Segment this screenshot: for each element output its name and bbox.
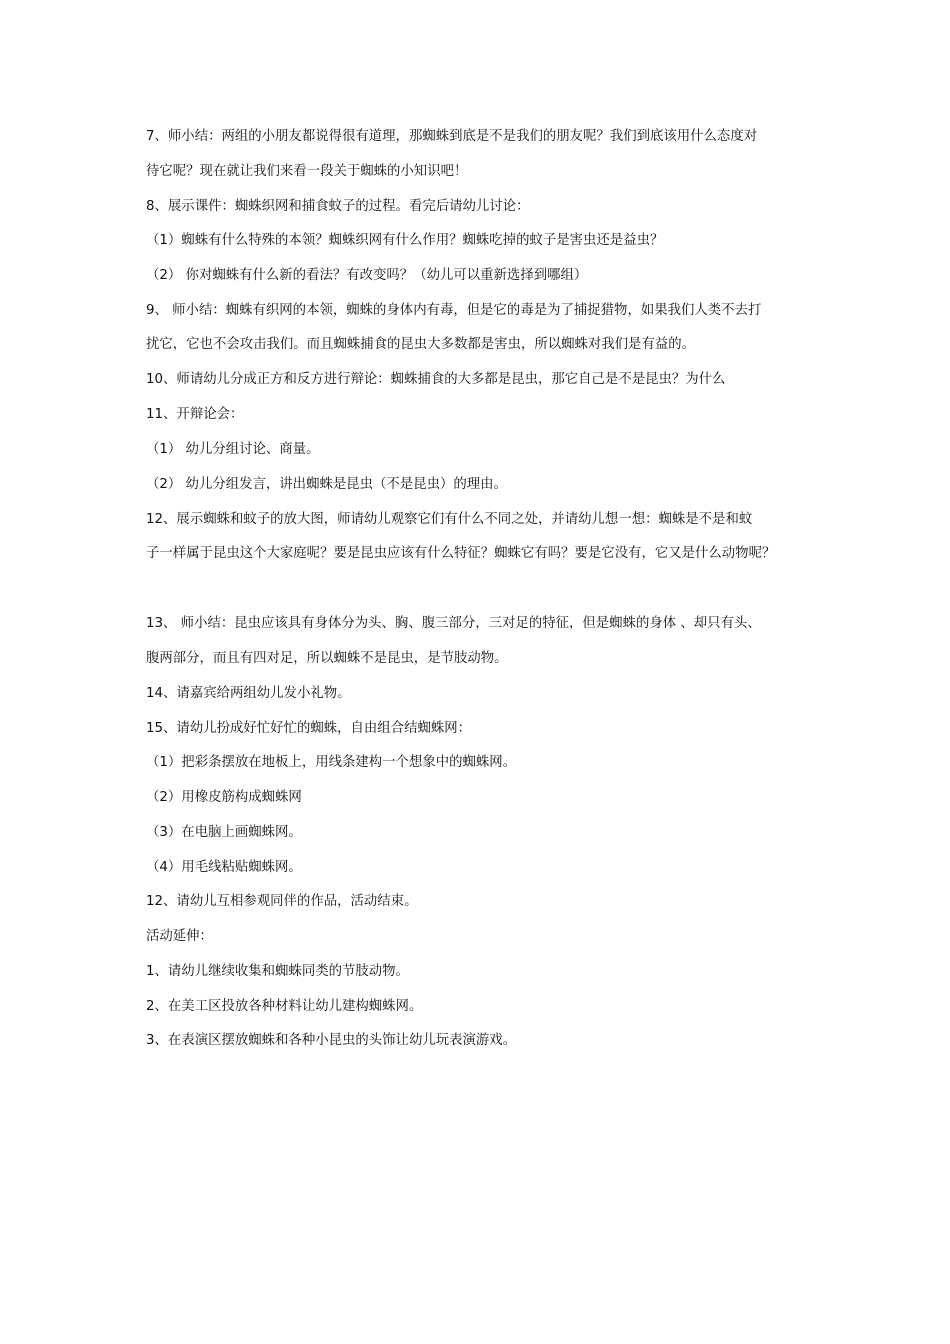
paragraph-line: （2） 你对蜘蛛有什么新的看法？有改变吗？（幼儿可以重新选择到哪组） [146, 268, 588, 283]
paragraph-line: 15、请幼儿扮成好忙好忙的蜘蛛，自由组合结蜘蛛网： [146, 721, 472, 736]
section-heading: 活动延伸： [146, 929, 213, 944]
paragraph-line: 2、在美工区投放各种材料让幼儿建构蜘蛛网。 [146, 999, 423, 1014]
paragraph-line: 12、请幼儿互相参观同伴的作品，活动结束。 [146, 894, 418, 909]
paragraph-line: 1、请幼儿继续收集和蜘蛛同类的节肢动物。 [146, 964, 409, 979]
paragraph-line: （1）蜘蛛有什么特殊的本领？蜘蛛织网有什么作用？蜘蛛吃掉的蚊子是害虫还是益虫？ [146, 233, 664, 248]
paragraph-line: 腹两部分，而且有四对足，所以蜘蛛不是昆虫，是节肢动物。 [146, 651, 508, 666]
paragraph-line: 7、师小结：两组的小朋友都说得很有道理，那蜘蛛到底是不是我们的朋友呢？我们到底该用什么态度对 [146, 129, 758, 144]
paragraph-line: 14、请嘉宾给两组幼儿发小礼物。 [146, 686, 351, 701]
paragraph-line: 扰它，它也不会攻击我们。而且蜘蛛捕食的昆虫大多数都是害虫，所以蜘蛛对我们是有益的。 [146, 337, 696, 352]
paragraph-line: 待它呢？现在就让我们来看一段关于蜘蛛的小知识吧！ [146, 164, 468, 179]
paragraph-line: （2）用橡皮筋构成蜘蛛网 [146, 790, 302, 805]
paragraph-line: 子一样属于昆虫这个大家庭呢？要是昆虫应该有什么特征？蜘蛛它有吗？要是它没有，它又是什么动物呢？ [146, 546, 776, 561]
paragraph-line: 8、展示课件：蜘蛛织网和捕食蚊子的过程。看完后请幼儿讨论： [146, 199, 530, 214]
paragraph-line: （2） 幼儿分组发言，讲出蜘蛛是昆虫（不是昆虫）的理由。 [146, 477, 507, 492]
paragraph-line: 12、展示蜘蛛和蚊子的放大图，师请幼儿观察它们有什么不同之处，并请幼儿想一想：蜘蛛是不是和蚊 [146, 512, 753, 527]
paragraph-line: 13、 师小结：昆虫应该具有身体分为头、胸、腹三部分，三对足的特征，但是蜘蛛的身体 、却只有头、 [146, 616, 761, 631]
paragraph-line: （1）把彩条摆放在地板上，用线条建构一个想象中的蜘蛛网。 [146, 755, 517, 770]
paragraph-line: （1） 幼儿分组讨论、商量。 [146, 442, 320, 457]
paragraph-line: 3、在表演区摆放蜘蛛和各种小昆虫的头饰让幼儿玩表演游戏。 [146, 1033, 517, 1048]
paragraph-line: 11、开辩论会： [146, 407, 244, 422]
paragraph-line: 10、师请幼儿分成正方和反方进行辩论：蜘蛛捕食的大多都是昆虫，那它自己是不是昆虫？为什么 [146, 372, 726, 387]
paragraph-line: （3）在电脑上画蜘蛛网。 [146, 825, 302, 840]
paragraph-line: 9、 师小结：蜘蛛有织网的本领，蜘蛛的身体内有毒，但是它的毒是为了捕捉猎物，如果我们人类不去打 [146, 303, 762, 318]
paragraph-line: （4）用毛线粘贴蜘蛛网。 [146, 860, 302, 875]
